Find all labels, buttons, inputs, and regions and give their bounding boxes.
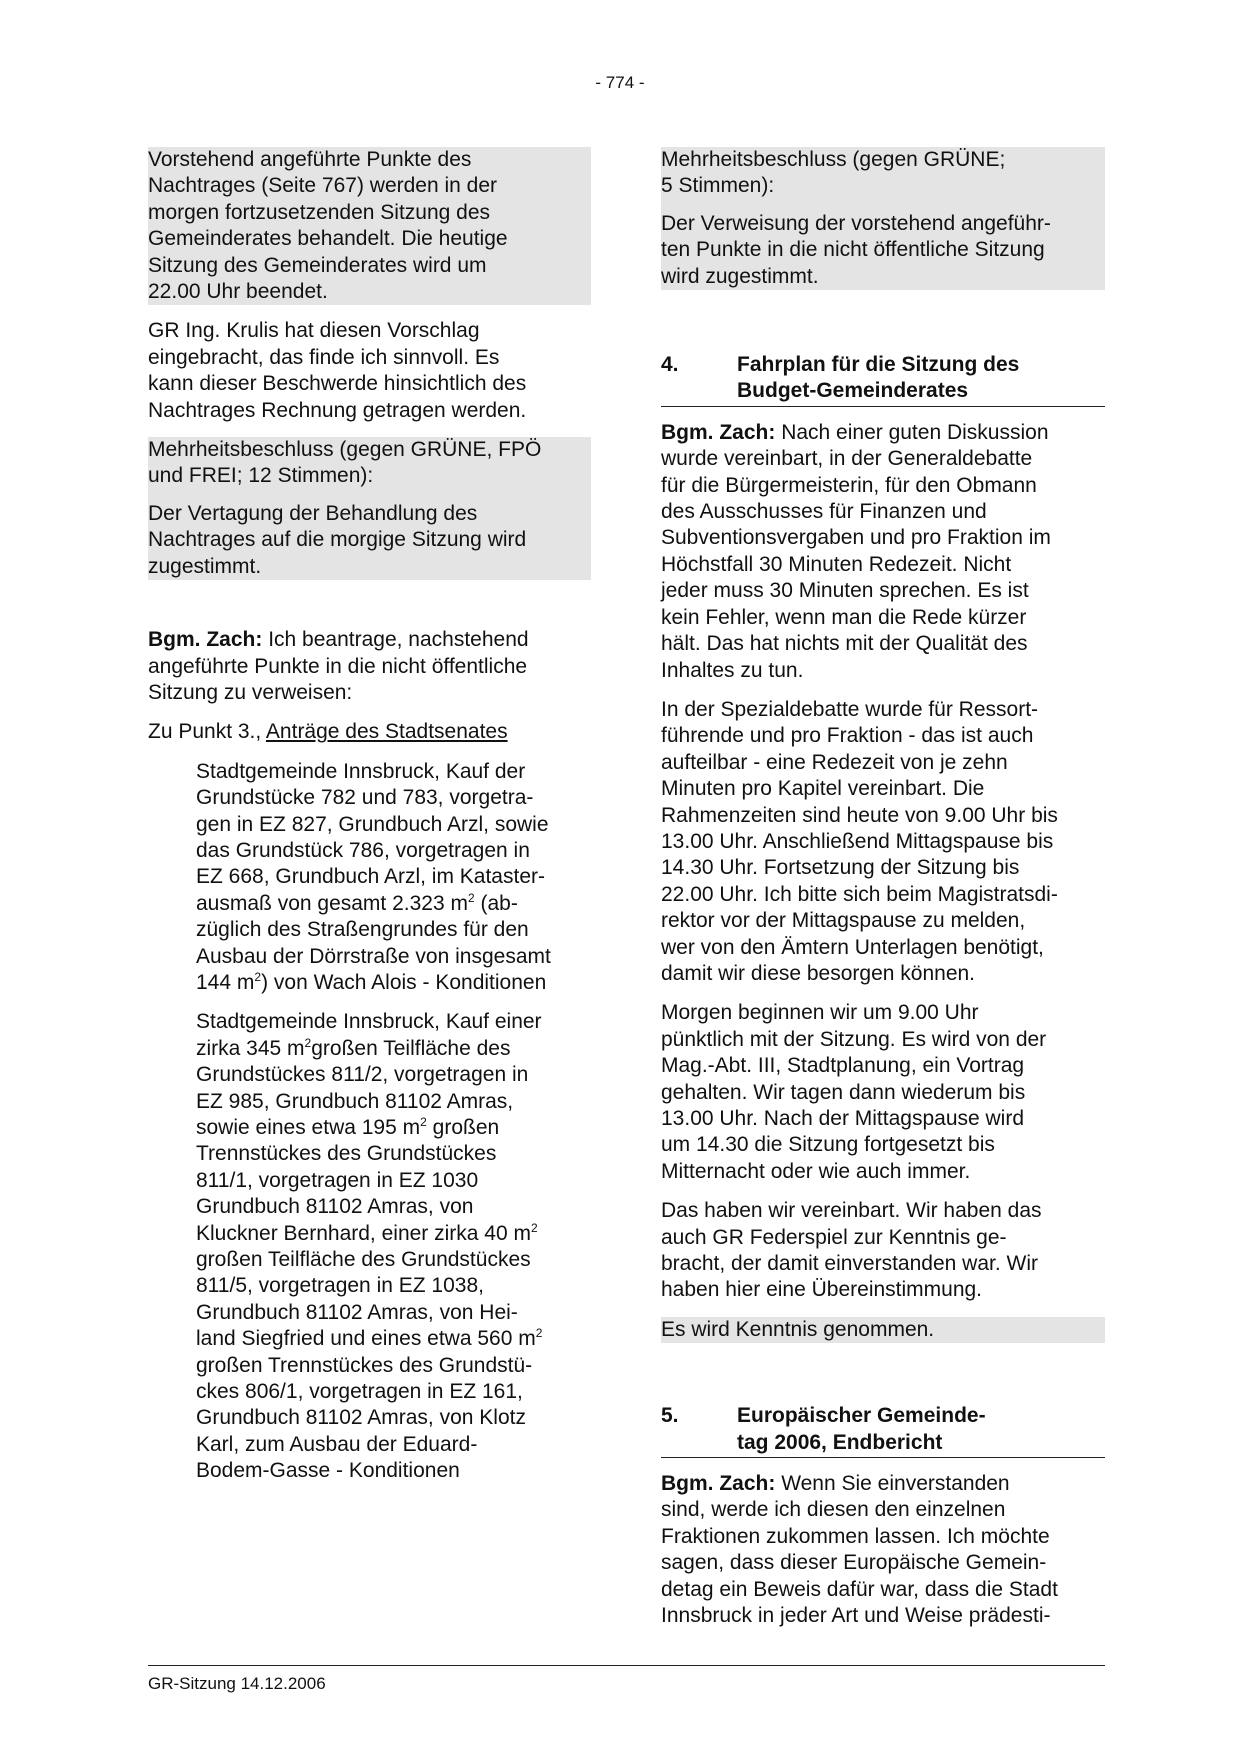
adjournment-paragraph: Vorstehend angeführte Punkte des Nachtrages (Seite 767) werden in der morgen fortzusetzenden Sitzung des Gemeinderates behandelt. Die heutige Sitzung des Gemeinderates wird um 22.00 Uhr beendet. <box>148 147 591 305</box>
item-purchase-amras: Stadtgemeinde Innsbruck, Kauf einer zirka 345 $m^2großen$ Teilfläche des Grundstückes 811/2, vorgetragen in EZ 985, Grundbuch 81102 Amras, sowie eines etwa 195 $m^2$ großen Trennstückes des Grundstückes 811/1, vorgetragen in EZ 1030 Grundbuch 81102 Amras, von Kluckner Bernhard, einer zirka 40 $m^2$ großen Teilfläche des Grundstückes 811/5, vorgetragen in EZ 1038, Grundbuch 81102 Amras, von Hei- land Siegfried und eines etwa 560 $m^2$ großen Trennstückes des Grundstü- ckes 806/1, vorgetragen in EZ 161, Grundbuch 81102 Amras, von Klotz Karl, zum Ausbau der Eduard- Bodem-Gasse - Konditionen <box>196 1010 543 1483</box>
zach-request-paragraph: Bgm. Zach: Ich beantrage, nachstehend angeführte Punkte in die nicht öffentliche Sitzung zu verweisen: <box>148 628 529 704</box>
right-column <box>661 147 1105 1643</box>
zu-punkt-line: Zu Punkt 3., Anträge des Stadtsenates <box>148 720 508 744</box>
speaker-label: Bgm. Zach: <box>661 420 776 444</box>
vereinbart-paragraph: Das haben wir vereinbart. Wir haben das auch GR Federspiel zur Kenntnis ge- bracht, der damit einverstanden war. Wir haben hier eine Übereinstimmung. <box>661 1199 1042 1302</box>
resolution-block-right <box>661 147 1105 290</box>
krulis-paragraph: GR Ing. Krulis hat diesen Vorschlag eingebracht, das finde ich sinnvoll. Es kann dieser Beschwerde hinsichtlich des Nachtrages Rechnung getragen werden. <box>148 319 527 422</box>
speaker-label: Bgm. Zach: <box>661 1472 776 1496</box>
section-5-speech: Bgm. Zach: Wenn Sie einverstanden sind, werde ich diesen den einzelnen Fraktionen zukommen lassen. Ich möchte sagen, dass dieser Europäische Gemein- detag ein Beweis dafür war, dass die Stadt Innsbruck in jeder Art und Weise prädesti- <box>661 1472 1058 1628</box>
kenntnis-resolution: Es wird Kenntnis genommen. <box>661 1317 1105 1343</box>
left-column <box>148 147 591 1498</box>
morgen-paragraph: Morgen beginnen wir um 9.00 Uhr pünktlich mit der Sitzung. Es wird von der Mag.-Abt. III, Stadtplanung, ein Vortrag gehalten. Wir tagen dann wiederum bis 13.00 Uhr. Nach der Mittagspause wird um 14.30 die Sitzung fortgesetzt bis Mitternacht oder wie auch immer. <box>661 1001 1047 1183</box>
footer-session-date: GR-Sitzung 14.12.2006 <box>148 1674 326 1693</box>
page-number: - 774 - <box>595 73 645 92</box>
resolution-title: Mehrheitsbeschluss (gegen GRÜNE, FPÖ und FREI; 12 Stimmen): <box>148 438 542 488</box>
section-4-heading: 4. Fahrplan für die Sitzung des Budget-Gemeinderates <box>661 352 1105 407</box>
resolution-title: Mehrheitsbeschluss (gegen GRÜNE; 5 Stimmen): <box>661 148 1006 198</box>
speaker-label: Bgm. Zach: <box>148 628 263 652</box>
section-4-speech: Bgm. Zach: Nach einer guten Diskussion wurde vereinbart, in der Generaldebatte für die Bürgermeisterin, für den Obmann des Ausschusses für Finanzen und Subventionsvergaben und pro Fraktion im Höchstfall 30 Minuten Redezeit. Nicht jeder muss 30 Minuten sprechen. Es ist kein Fehler, wenn man die Rede kürzer hält. Das hat nichts mit der Qualität des Inhaltes zu tun. <box>661 420 1051 682</box>
resolution-text: Der Vertagung der Behandlung des Nachtrages auf die morgige Sitzung wird zugestimmt. <box>148 501 527 578</box>
footer-divider <box>148 1665 1105 1666</box>
resolution-block-left <box>148 437 591 580</box>
spezialdebatte-paragraph: In der Spezialdebatte wurde für Ressort- führende und pro Fraktion - das ist auch aufteilbar - eine Redezeit von je zehn Minuten pro Kapitel vereinbart. Die Rahmenzeiten sind heute von 9.00 Uhr bis 13.00 Uhr. Anschließend Mittagspause bis 14.30 Uhr. Fortsetzung der Sitzung bis 22.00 Uhr. Ich bitte sich beim Magistratsdi- rektor vor der Mittagspause zu melden, wer von den Ämtern Unterlagen benötigt, damit wir diese besorgen können. <box>661 697 1058 985</box>
section-5-heading: 5. Europäischer Gemeinde- tag 2006, Endbericht <box>661 1403 1105 1458</box>
item-purchase-arzl: Stadtgemeinde Innsbruck, Kauf der Grundstücke 782 und 783, vorgetra- gen in EZ 827, Grundbuch Arzl, sowie das Grundstück 786, vorgetragen in EZ 668, Grundbuch Arzl, im Kataster- ausmaß von gesamt 2.323 $m^2$ (ab- züglich des Straßengrundes für den Ausbau der Dörrstraße von insgesamt 144 $m^2$) von Wach Alois - Konditionen <box>196 759 551 994</box>
resolution-text: Der Verweisung der vorstehend angeführ- ten Punkte in die nicht öffentliche Sitzung wird zugestimmt. <box>661 211 1051 288</box>
antraege-link: Anträge des Stadtsenates <box>265 720 508 744</box>
